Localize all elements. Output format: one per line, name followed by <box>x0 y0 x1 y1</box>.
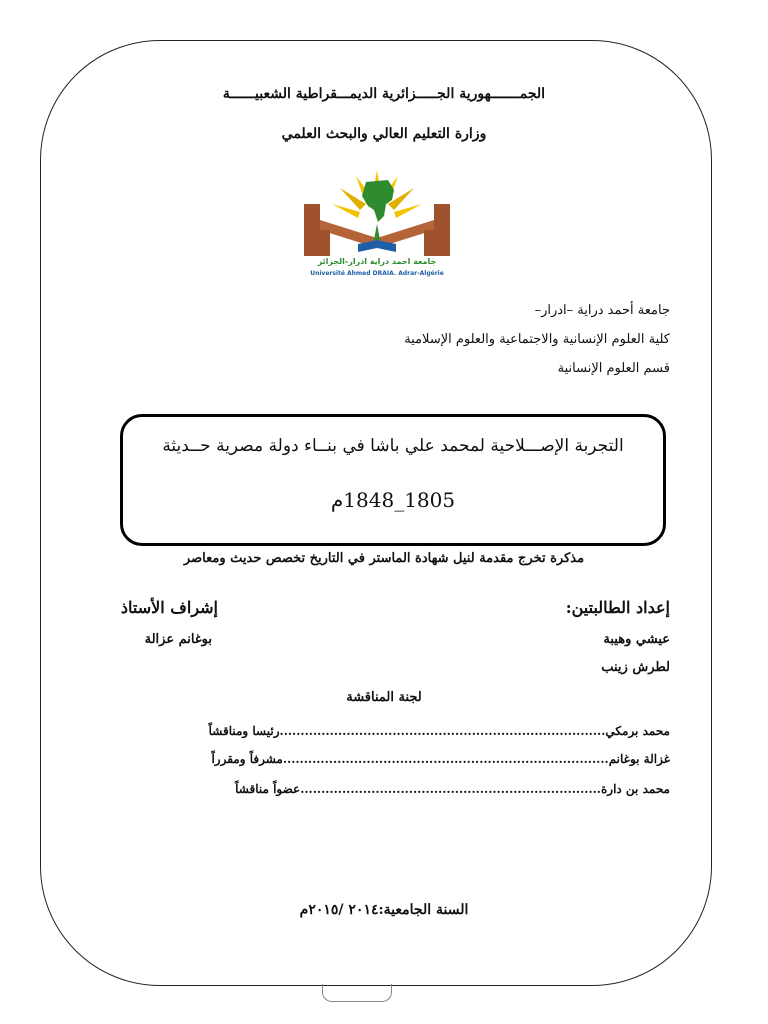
thesis-years: 1805_1848م <box>330 488 456 512</box>
student-2-name: لطرش زينب <box>601 660 670 675</box>
thesis-title: التجربة الإصـــلاحية لمحمد علي باشا في بنــاء دولة مصرية حــديثة <box>162 436 624 456</box>
student-1-name: عيشي وهيبة <box>603 632 670 647</box>
committee-heading: لجنة المناقشة <box>346 690 422 705</box>
university-logo <box>296 160 458 280</box>
committee-row-3: محمد بن دارة........................................................................عضواً مناقشاً <box>235 782 670 796</box>
faculty-name: كلية العلوم الإنسانية والاجتماعية والعلوم الإسلامية <box>404 332 670 347</box>
thesis-title-box <box>120 414 666 546</box>
supervisor-label: إشراف الأستاذ <box>120 598 218 617</box>
republic-header: الجمـــــــهورية الجـــــزائرية الديمـــقراطية الشعبيــــــة <box>222 86 546 102</box>
ministry-header: وزارة التعليم العالي والبحث العلمي <box>281 126 487 142</box>
thesis-subtitle: مذكرة تخرج مقدمة لنيل شهادة الماستر في التاريخ تخصص حديث ومعاصر <box>183 551 585 566</box>
committee-row-1: محمد برمكي..............................................................................رئيسا ومناقشاً <box>208 724 670 738</box>
logo-latin-name: Université Ahmed DRAIA. Adrar-Algérie <box>310 270 444 277</box>
students-label: إعداد الطالبتين: <box>565 598 670 617</box>
page-bottom-tab <box>322 984 392 1002</box>
university-name: جامعة أحمد دراية –ادرار– <box>534 303 670 318</box>
logo-arabic-name: جامعة احمد دراية ادرار-الجزائر <box>317 257 437 266</box>
committee-row-2: غزالة بوغانم..............................................................................مشرفاً ومقرراً <box>211 752 670 766</box>
africa-map-icon <box>362 180 394 222</box>
department-name: قسم العلوم الإنسانية <box>557 361 670 376</box>
academic-year: السنة الجامعية:٢٠١٤ /٢٠١٥م <box>299 902 469 918</box>
supervisor-name: بوغانم عزالة <box>144 632 212 647</box>
